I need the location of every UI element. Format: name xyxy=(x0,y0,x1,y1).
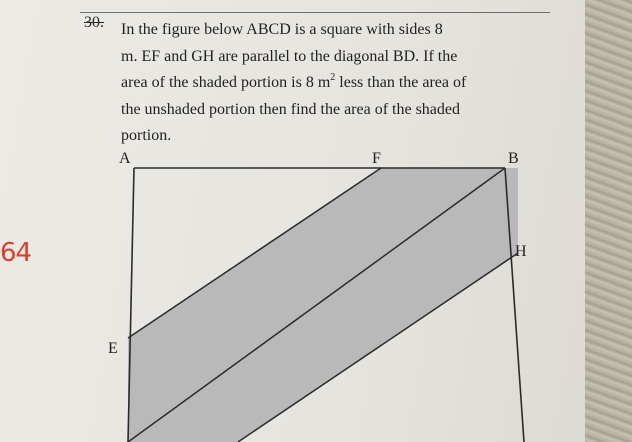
question-number: 30. xyxy=(84,14,104,31)
vertex-label-b: B xyxy=(508,150,519,167)
question-line-3-start: area of the shaded portion is 8 m xyxy=(121,74,331,91)
point-label-h: H xyxy=(515,243,527,260)
question-line-3-end: less than the area of xyxy=(339,74,467,91)
question-line-2: m. EF and GH are parallel to the diagonal BD. If the xyxy=(121,47,458,65)
unit-superscript: 2 xyxy=(330,72,336,83)
handwritten-answer: 64 xyxy=(0,238,32,268)
question-line-5: portion. xyxy=(121,127,172,144)
question-line-1: In the figure below ABCD is a square with sides 8 xyxy=(121,21,443,38)
question-line-4: the unshaded portion then find the area of the shaded xyxy=(121,100,460,118)
point-label-e: E xyxy=(108,340,118,357)
point-label-f: F xyxy=(372,150,381,167)
vertex-label-a: A xyxy=(119,150,131,167)
